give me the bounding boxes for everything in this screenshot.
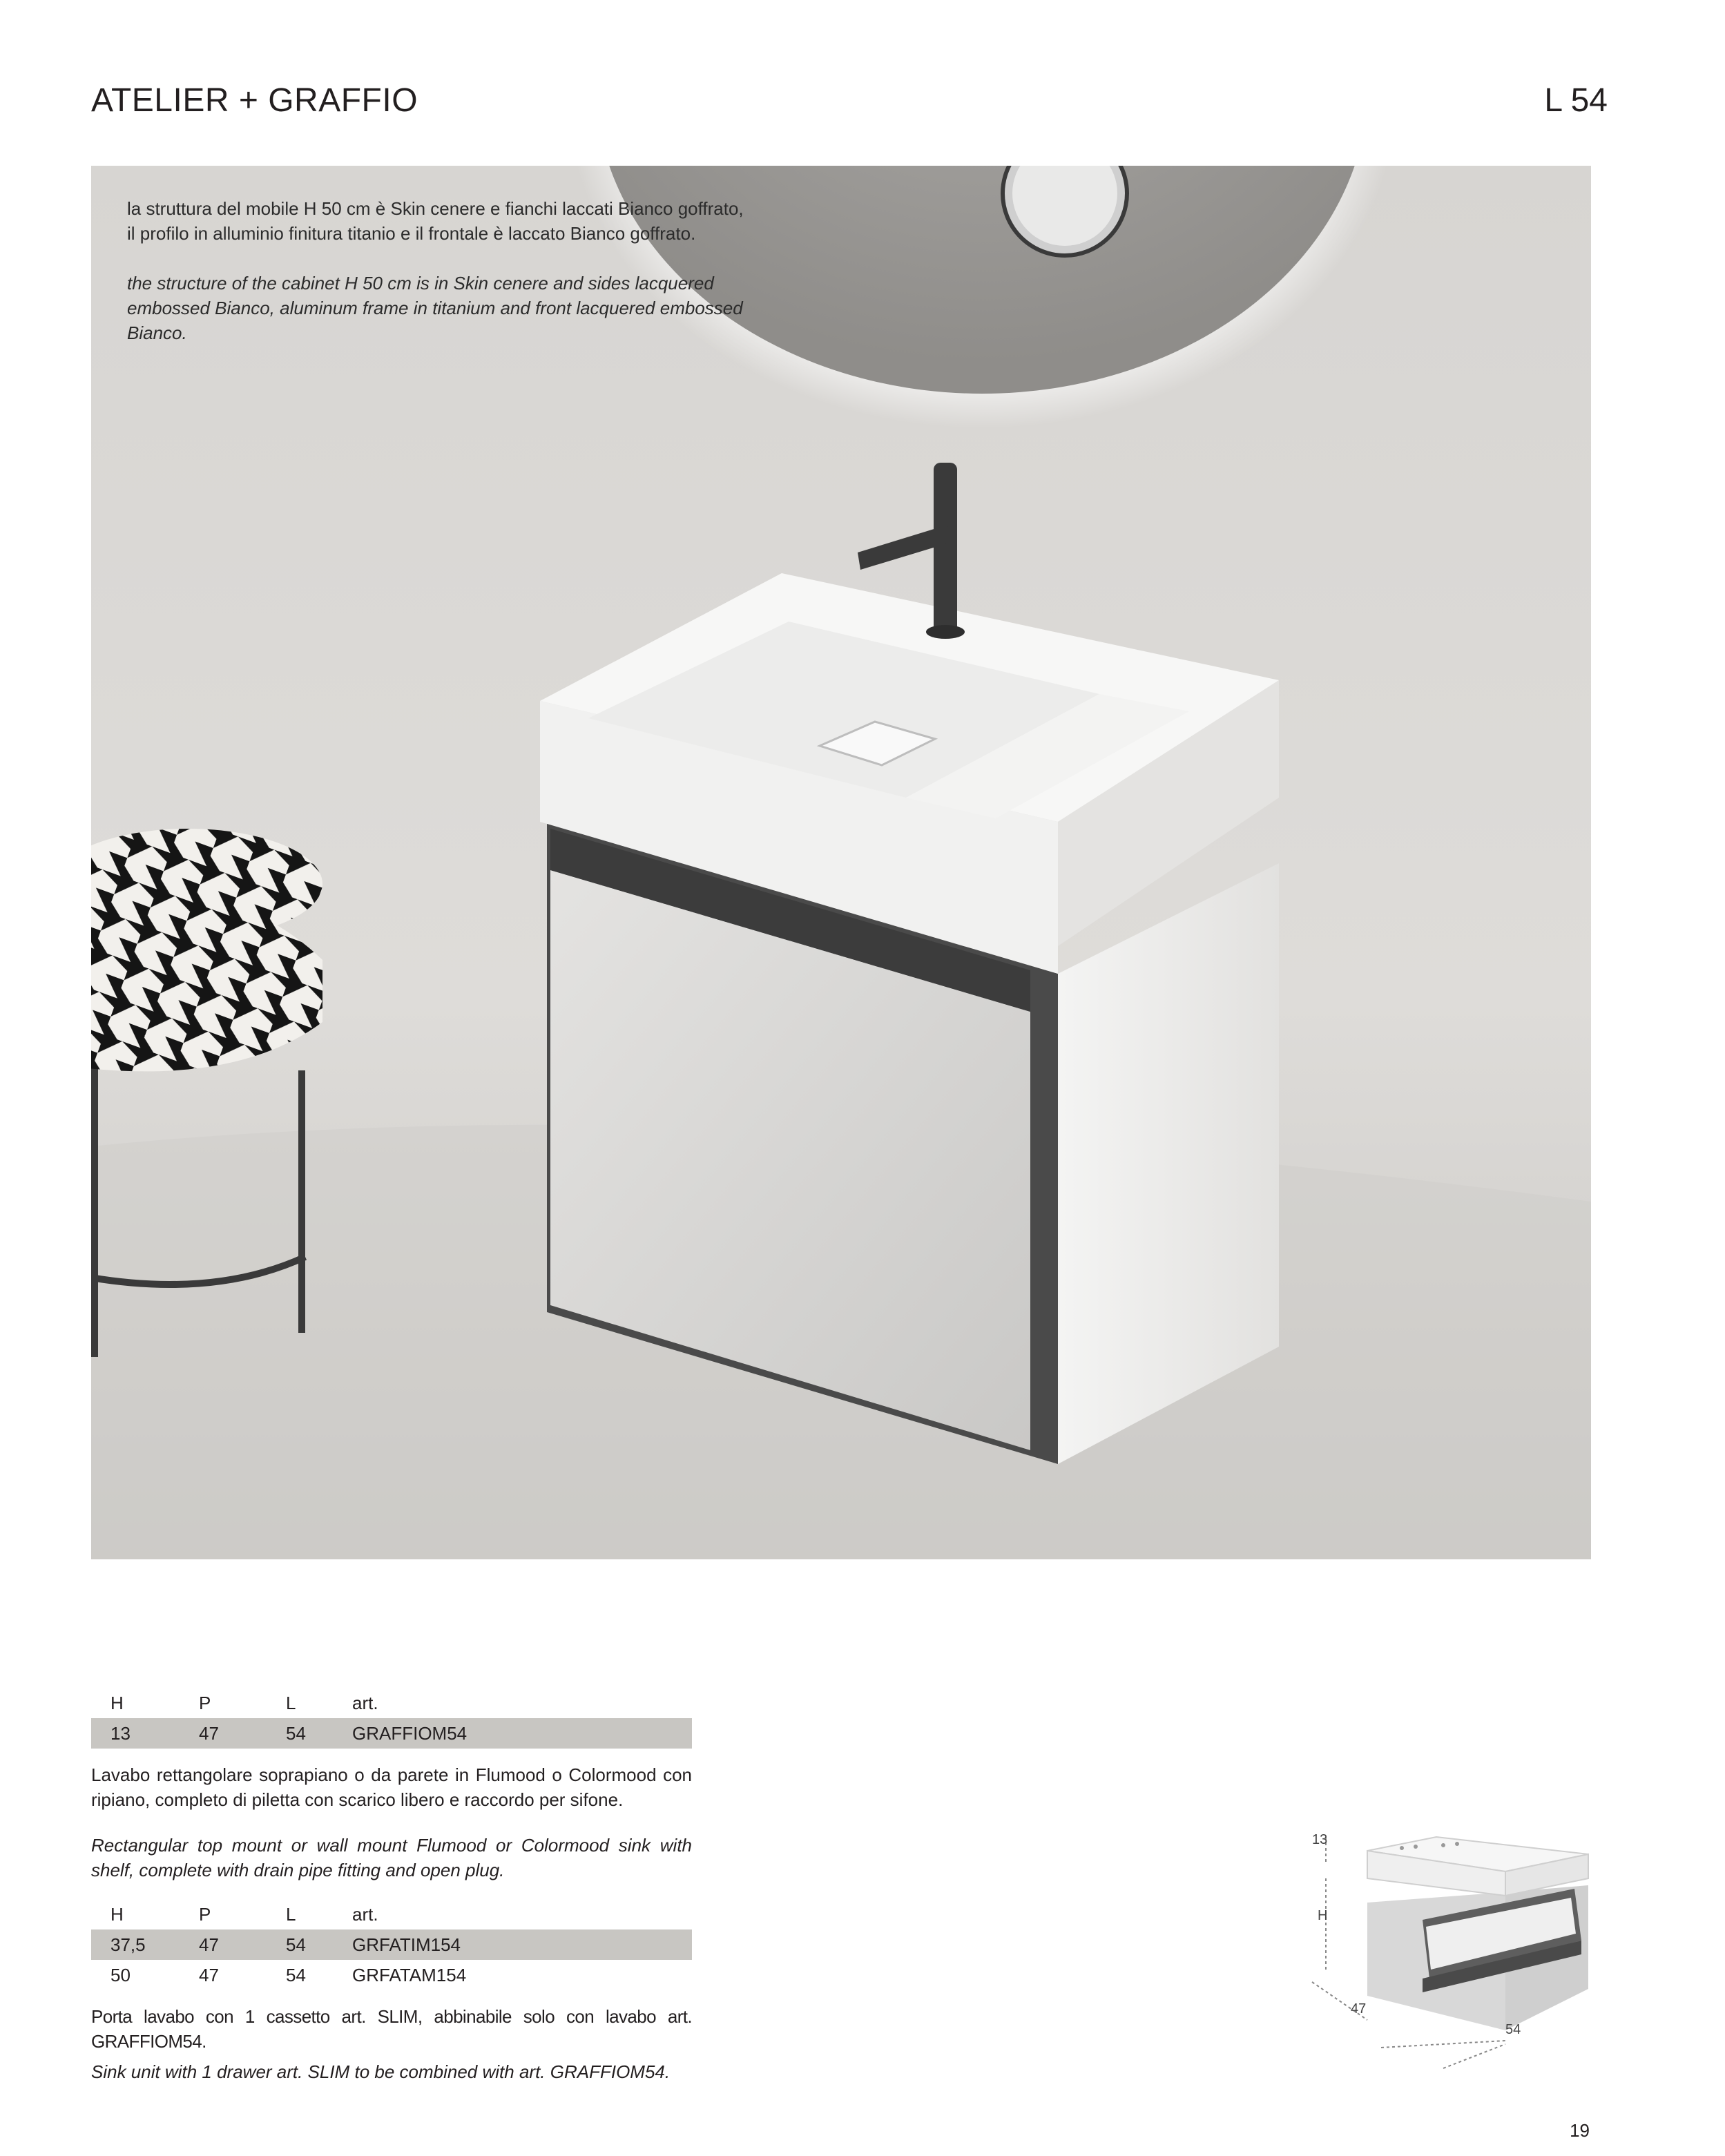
table-header-row: [91, 1688, 692, 1718]
header-l: L: [286, 1903, 296, 1925]
header-h: H: [110, 1903, 124, 1925]
header-l: L: [286, 1692, 296, 1713]
cell-h: 37,5: [91, 1929, 181, 1960]
bathroom-scene-illustration: [91, 166, 1591, 1559]
sink-description-english: Rectangular top mount or wall mount Flumood or Colormood sink with shelf, complete with drain pipe fitting and open plug.: [91, 1835, 692, 1880]
sink-spec-table: [91, 1688, 692, 1749]
cell-l: 54: [268, 1929, 352, 1960]
label-depth: 47: [1351, 2001, 1367, 2017]
header-p: P: [199, 1903, 211, 1925]
caption-english: the structure of the cabinet H 50 cm is in Skin cenere and sides lacquered embossed Bianco, aluminum frame in titanium and front lacquered embossed Bianco.: [127, 273, 743, 343]
unit-description-italian: Porta lavabo con 1 cassetto art. SLIM, abbinabile solo con lavabo art. GRAFFIOM54.: [91, 2006, 692, 2052]
cell-art: GRFATIM154: [352, 1929, 692, 1960]
cell-p: 47: [181, 1718, 268, 1749]
dimension-diagram: [1298, 1823, 1602, 2086]
page-title: ATELIER + GRAFFIO: [91, 82, 418, 119]
size-label: L 54: [1544, 82, 1608, 119]
caption-italian: la struttura del mobile H 50 cm è Skin cenere e fianchi laccati Bianco goffrato, il profilo in alluminio finitura titanio e il frontale è laccato Bianco goffrato.: [127, 198, 744, 244]
unit-spec-table: [91, 1899, 692, 1990]
photo-caption: [127, 196, 749, 370]
product-line-drawing: [1298, 1823, 1602, 2086]
header-art: art.: [352, 1903, 378, 1925]
unit-description-english: Sink unit with 1 drawer art. SLIM to be combined with art. GRAFFIOM54.: [91, 2061, 671, 2082]
cell-art: GRAFFIOM54: [352, 1718, 692, 1749]
cell-p: 47: [199, 1964, 219, 1985]
table-header-row: [91, 1899, 692, 1929]
table-row: [91, 1929, 692, 1960]
cell-h: 13: [91, 1718, 181, 1749]
table-row: [91, 1718, 692, 1749]
sink-description-italian: Lavabo rettangolare soprapiano o da parete in Flumood o Colormood con ripiano, completo di piletta con scarico libero e raccordo per sifone.: [91, 1764, 692, 1810]
label-sink-height: 13: [1312, 1832, 1328, 1847]
page-number: 19: [1570, 2120, 1590, 2141]
cell-h: 50: [110, 1964, 131, 1985]
cell-p: 47: [181, 1929, 268, 1960]
label-unit-height: H: [1318, 1908, 1328, 1923]
cell-l: 54: [286, 1964, 306, 1985]
label-width: 54: [1505, 2022, 1521, 2037]
header-h: H: [110, 1692, 124, 1713]
cell-art: GRFATAM154: [352, 1964, 467, 1985]
table-row: [91, 1960, 692, 1990]
header-art: art.: [352, 1692, 378, 1713]
product-photo: [91, 166, 1591, 1559]
header-p: P: [199, 1692, 211, 1713]
cell-l: 54: [268, 1718, 352, 1749]
